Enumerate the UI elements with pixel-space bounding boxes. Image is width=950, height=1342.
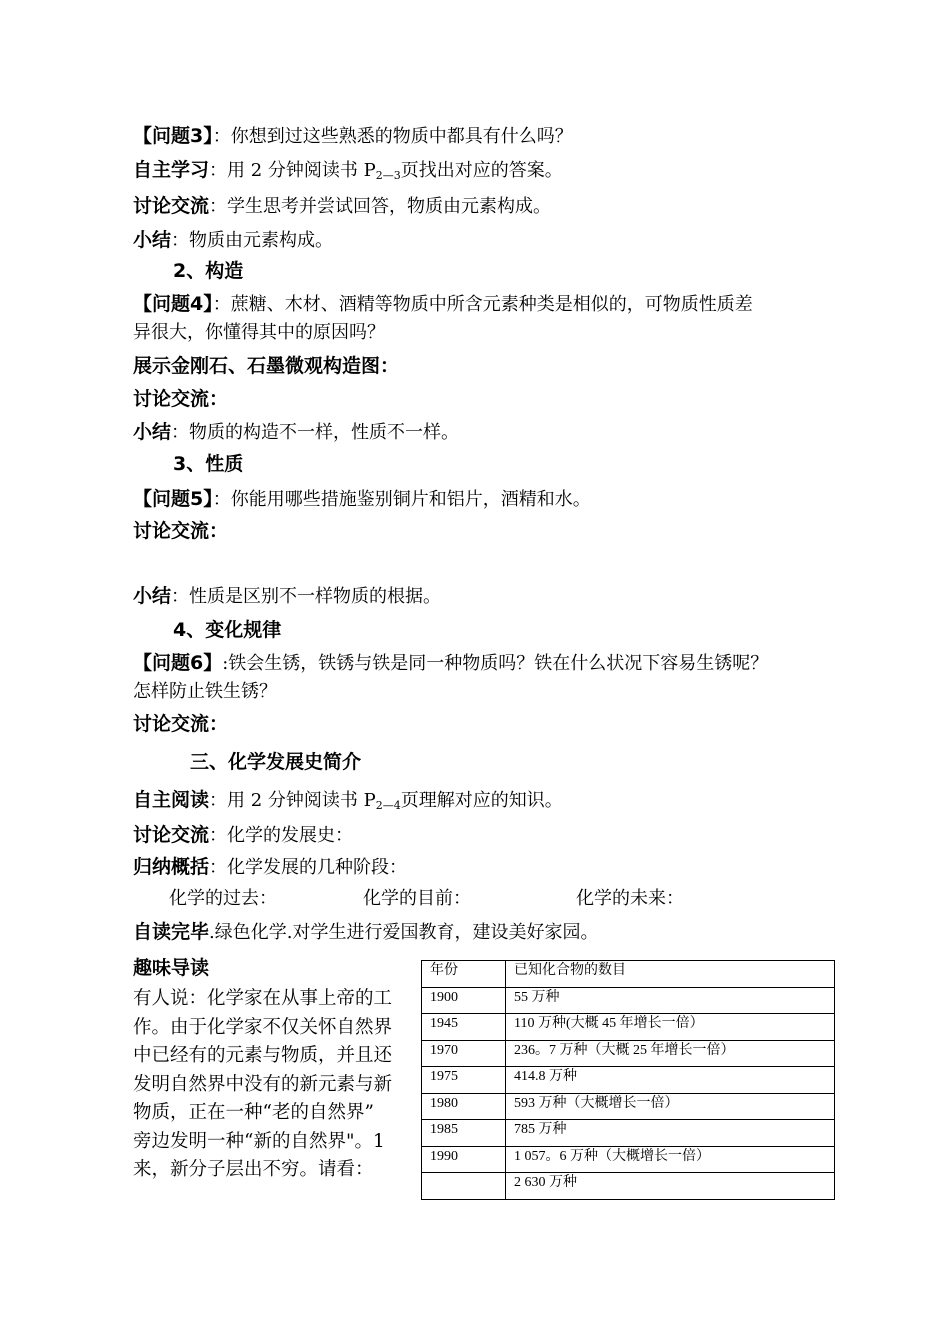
compound-count-table — [421, 960, 835, 1200]
heading-change-laws: 4、变化规律 — [173, 619, 282, 641]
table-cell-year: 1900 — [422, 987, 506, 1014]
discussion-text: ：化学的发展史： — [209, 825, 354, 846]
table-row — [422, 1067, 835, 1094]
summary-2 — [133, 419, 459, 446]
question-4-label: 【问题4】 — [133, 293, 213, 315]
summary-label: 小结 — [133, 229, 172, 251]
reading-complete — [133, 919, 598, 946]
discussion-text: ：学生思考并尝试回答，物质由元素构成。 — [209, 196, 552, 217]
question-5-label: 【问题5】 — [133, 488, 213, 510]
show-diagram-line: 展示金刚石、石墨微观构造图： — [133, 355, 400, 377]
question-6-cont: 怎样防止铁生锈？ — [133, 681, 277, 702]
table-row — [422, 1093, 835, 1120]
summary-text: ：物质由元素构成。 — [171, 230, 334, 251]
reading-complete-text: .绿色化学.对学生进行爱国教育，建设美好家园。 — [209, 922, 599, 943]
summary-3 — [133, 583, 441, 610]
table-row — [422, 1146, 835, 1173]
page-ref-sub: 2—4 — [375, 799, 401, 812]
self-study-text-end: 页找出对应的答案。 — [400, 160, 563, 181]
question-6-text: :铁会生锈，铁锈与铁是同一种物质吗？铁在什么状况下容易生锈呢？ — [222, 653, 769, 674]
discussion-3: 讨论交流： — [133, 520, 229, 542]
interest-paragraph — [133, 985, 408, 1185]
stage-past: 化学的过去： — [169, 888, 277, 909]
question-5-text: ：你能用哪些措施鉴别铜片和铝片，酒精和水。 — [212, 489, 591, 510]
discussion-label: 讨论交流 — [133, 195, 210, 217]
table-row — [422, 1120, 835, 1147]
paragraph-line: 旁边发明一种“新的自然界"。1 — [133, 1130, 385, 1152]
table-cell-year: 1990 — [422, 1146, 506, 1173]
self-reading-label: 自主阅读 — [133, 789, 210, 811]
induction-label: 归纳概括 — [133, 856, 210, 878]
table-cell-count: 110 万种(大概 45 年增长一倍） — [506, 1014, 835, 1041]
question-3-label: 【问题3】 — [133, 125, 213, 147]
discussion-1 — [133, 193, 551, 220]
paragraph-line: 作。由于化学家不仅关怀自然界 — [133, 1016, 393, 1038]
table-cell-year — [422, 1173, 506, 1200]
question-6 — [133, 650, 768, 677]
table-row — [422, 987, 835, 1014]
table-header-year: 年份 — [422, 961, 506, 988]
self-reading-text: ：用 2 分钟阅读书 P — [209, 790, 376, 811]
self-study-label: 自主学习 — [133, 159, 210, 181]
discussion-4: 讨论交流： — [133, 713, 229, 735]
discussion-label: 讨论交流 — [133, 824, 210, 846]
paragraph-line: 有人说：化学家在从事上帝的工 — [133, 988, 393, 1009]
reading-complete-label: 自读完毕 — [133, 921, 210, 943]
summary-label: 小结 — [133, 421, 172, 443]
table-cell-year: 1975 — [422, 1067, 506, 1094]
summary-1 — [133, 227, 333, 254]
paragraph-line: 中已经有的元素与物质，并且还 — [133, 1045, 393, 1066]
section-heading-history: 三、化学发展史简介 — [190, 751, 362, 773]
summary-text: ：物质的构造不一样，性质不一样。 — [171, 422, 460, 443]
induction — [133, 854, 407, 881]
question-6-label: 【问题6】 — [133, 652, 223, 674]
table-cell-year: 1970 — [422, 1040, 506, 1067]
self-study-text: ：用 2 分钟阅读书 P — [209, 160, 376, 181]
table-cell-count: 785 万种 — [506, 1120, 835, 1147]
question-4-cont: 异很大，你懂得其中的原因吗？ — [133, 322, 385, 343]
self-study — [133, 157, 563, 189]
stage-future: 化学的未来： — [576, 888, 684, 909]
table-row — [422, 1040, 835, 1067]
summary-text: ：性质是区别不一样物质的根据。 — [171, 586, 442, 607]
discussion-2: 讨论交流： — [133, 388, 229, 410]
self-reading-text-end: 页理解对应的知识。 — [400, 790, 563, 811]
table-cell-year: 1985 — [422, 1120, 506, 1147]
question-3 — [133, 123, 573, 150]
table-cell-year: 1980 — [422, 1093, 506, 1120]
question-4-text: ：蔗糖、木材、酒精等物质中所含元素种类是相似的，可物质性质差 — [212, 294, 753, 315]
question-5 — [133, 486, 591, 513]
table-cell-count: 1 057。6 万种（大概增长一倍） — [506, 1146, 835, 1173]
table-cell-count: 414.8 万种 — [506, 1067, 835, 1094]
page-ref-sub: 2—3 — [375, 169, 401, 182]
table-cell-count: 55 万种 — [506, 987, 835, 1014]
summary-label: 小结 — [133, 585, 172, 607]
heading-structure: 2、构造 — [173, 260, 244, 282]
self-reading — [133, 787, 563, 819]
table-cell-year: 1945 — [422, 1014, 506, 1041]
table-row — [422, 1173, 835, 1200]
paragraph-line: 来，新分子层出不穷。请看： — [133, 1159, 374, 1180]
question-3-text: ：你想到过这些熟悉的物质中都具有什么吗？ — [212, 126, 573, 147]
table-row — [422, 1014, 835, 1041]
discussion-5 — [133, 822, 353, 849]
stage-present: 化学的目前： — [363, 888, 471, 909]
interest-reading-title: 趣味导读 — [133, 957, 210, 979]
table-cell-count: 236。7 万种（大概 25 年增长一倍） — [506, 1040, 835, 1067]
table-header-row — [422, 961, 835, 988]
paragraph-line: 物质，正在一种“老的自然界” — [133, 1102, 374, 1123]
table-cell-count: 593 万种（大概增长一倍） — [506, 1093, 835, 1120]
question-4 — [133, 291, 753, 318]
table-header-count: 已知化合物的数目 — [506, 961, 835, 988]
heading-properties: 3、性质 — [173, 453, 244, 475]
paragraph-line: 发明自然界中没有的新元素与新 — [133, 1073, 393, 1095]
table-cell-count: 2 630 万种 — [506, 1173, 835, 1200]
induction-text: ：化学发展的几种阶段： — [209, 857, 408, 878]
